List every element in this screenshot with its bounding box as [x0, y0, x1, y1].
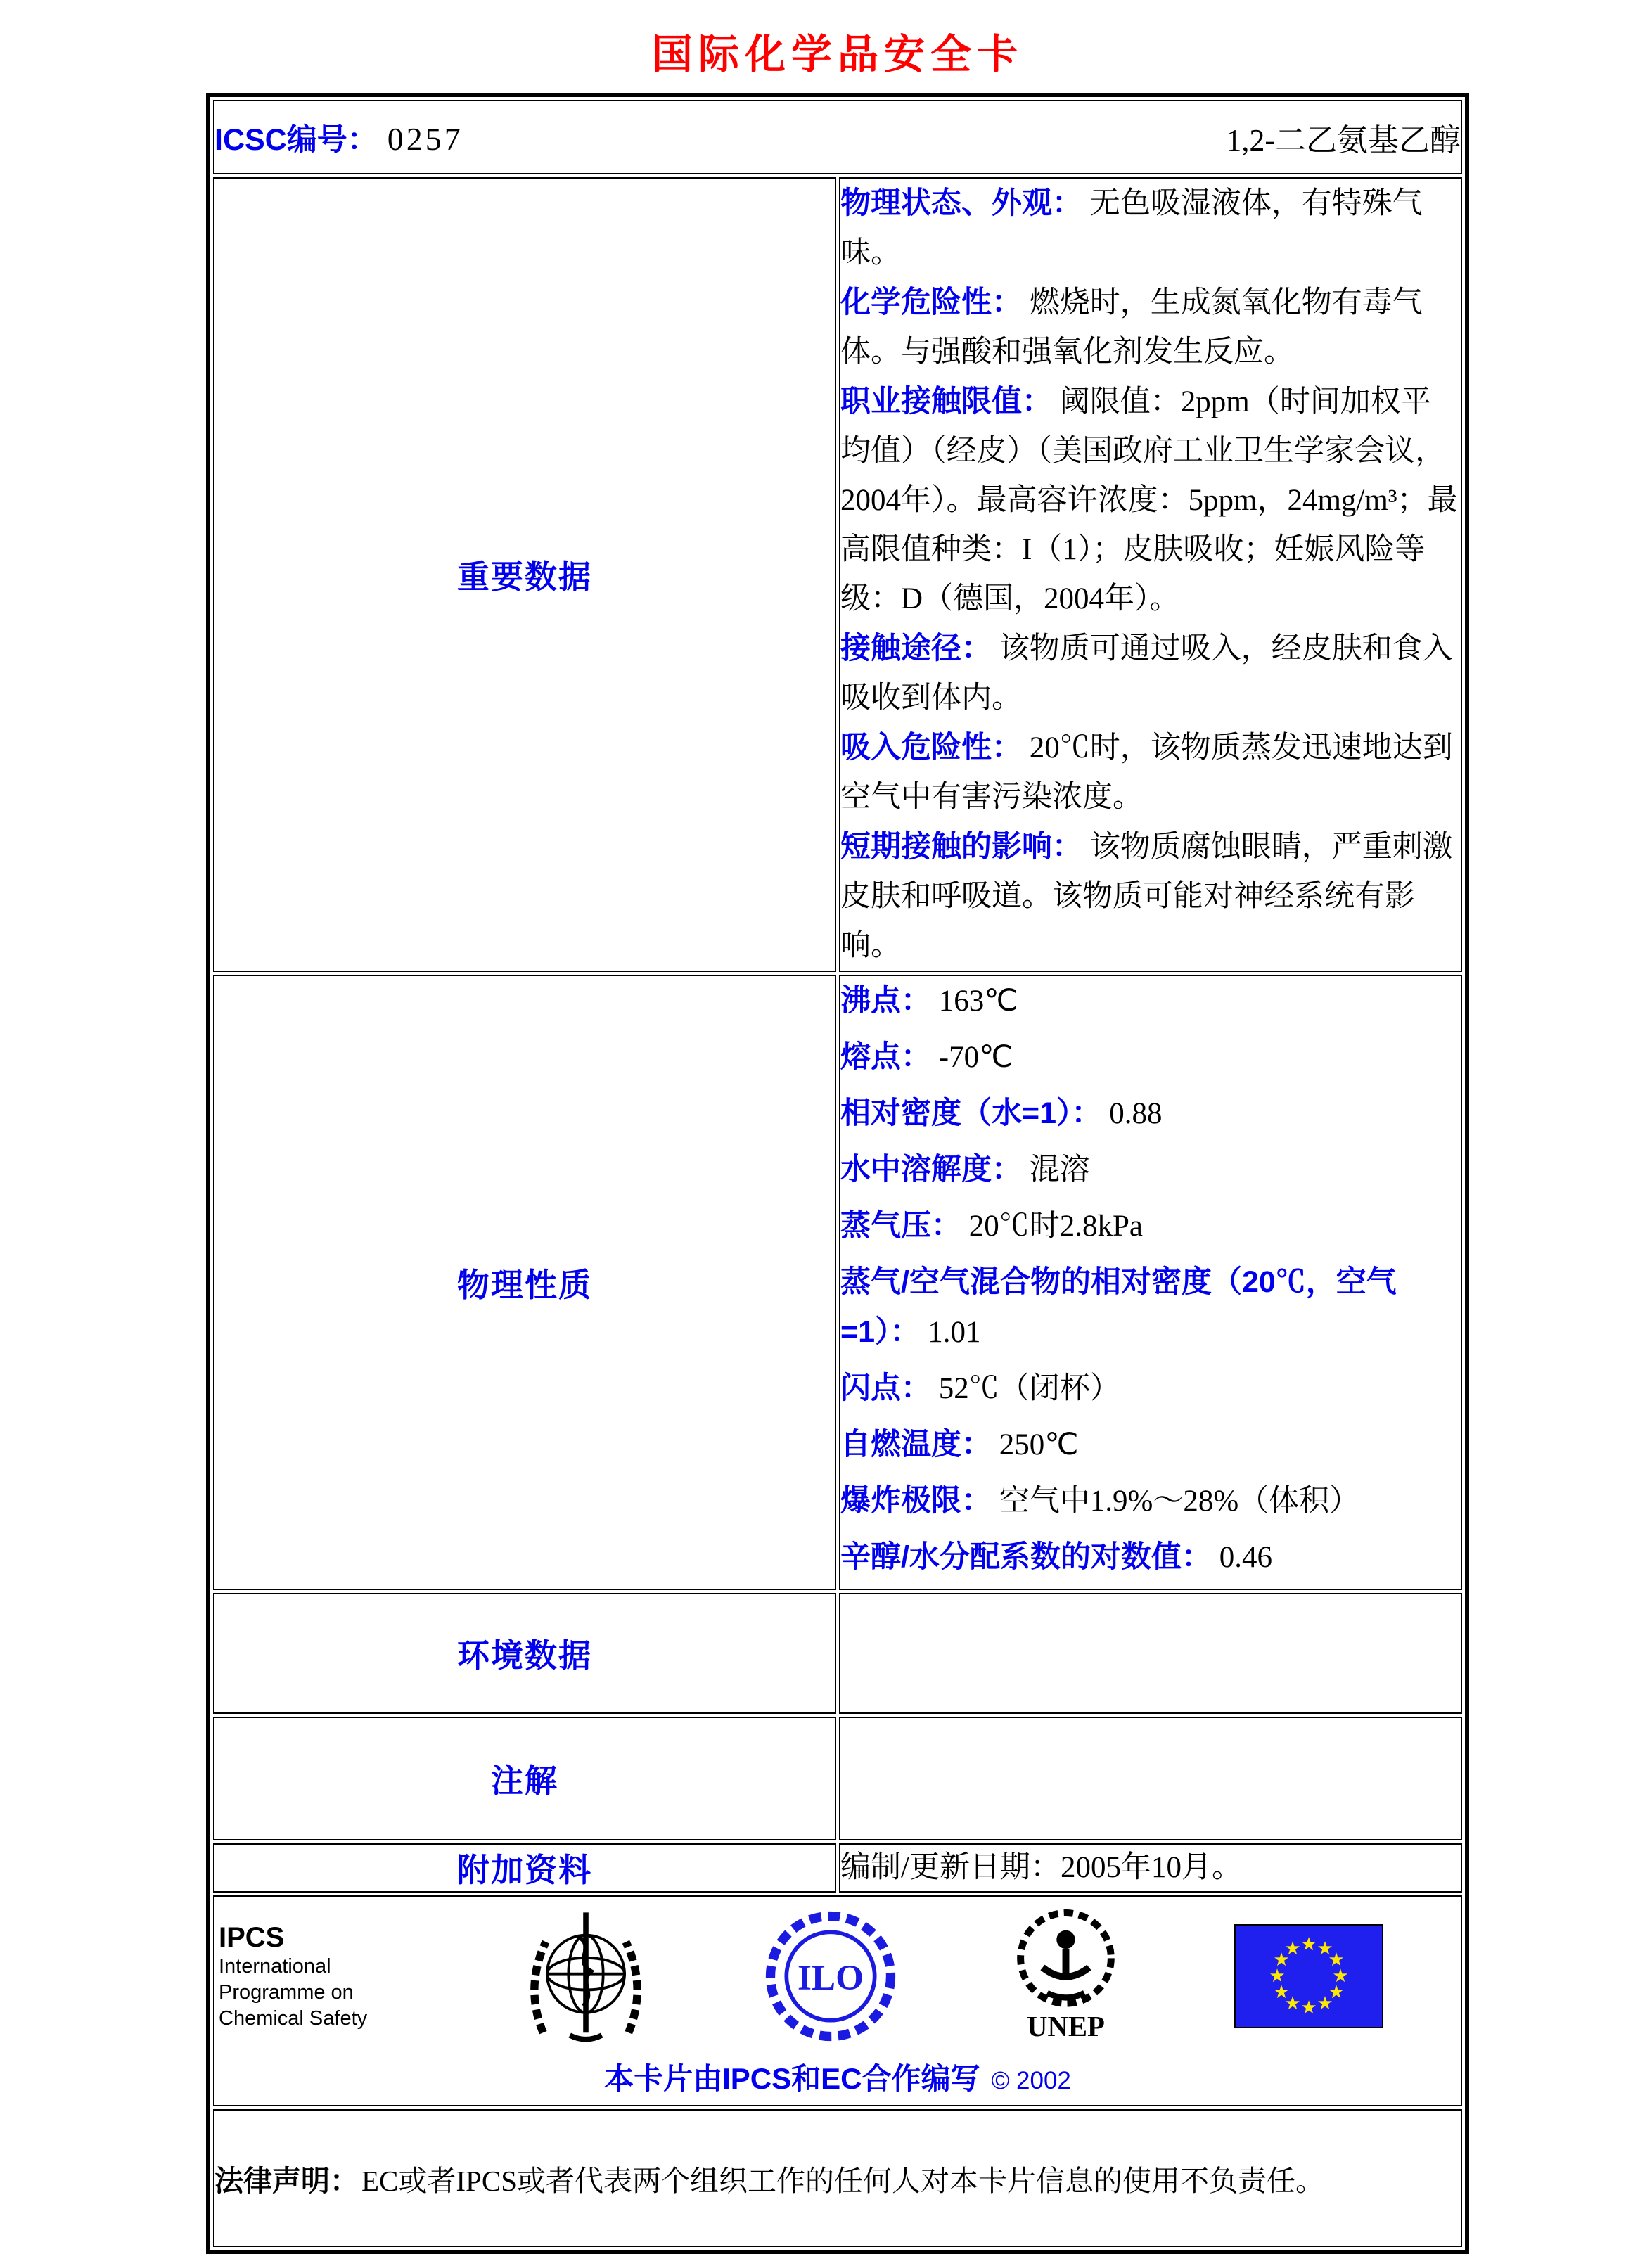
- section-content-important-data: [839, 177, 1462, 972]
- unep-block: [1008, 1907, 1124, 2047]
- item-label: 短期接触的影响：: [840, 830, 1082, 864]
- item-label: 自燃温度：: [840, 1428, 992, 1461]
- row-notes: [213, 1717, 1462, 1840]
- ipcs-line-1: International: [219, 1954, 331, 1978]
- svg-text:★: ★: [1332, 1966, 1349, 1987]
- credit-text: 本卡片由IPCS和EC合作编写: [604, 2061, 980, 2095]
- svg-text:★: ★: [1284, 1993, 1301, 2014]
- item-label: 熔点：: [840, 1040, 931, 1074]
- section-content-additional-info: [839, 1843, 1462, 1893]
- row-additional-info: [213, 1843, 1462, 1893]
- item-text: 该物质腐蚀眼睛，严重刺激皮肤和呼吸道。该物质可能对神经系统有影响。: [840, 831, 1453, 962]
- ipcs-line-3: Chemical Safety: [219, 2006, 368, 2030]
- item-label: 相对密度（水=1）：: [840, 1096, 1102, 1130]
- item-label: 沸点：: [840, 984, 931, 1018]
- icsc-number-value: 0257: [387, 120, 463, 157]
- svg-text:★: ★: [1300, 1934, 1317, 1955]
- row-physical-properties: [213, 975, 1462, 1590]
- svg-text:★: ★: [1328, 1949, 1345, 1971]
- ilo-icon: [764, 1909, 897, 2043]
- item-text: 0.46: [1219, 1541, 1272, 1574]
- row-legal: [213, 2109, 1462, 2247]
- svg-text:★: ★: [1317, 1993, 1333, 2014]
- section-content-notes: [839, 1717, 1462, 1840]
- data-item: [840, 1032, 1461, 1082]
- item-label: 物理状态、外观：: [840, 186, 1082, 220]
- item-label: 水中溶解度：: [840, 1153, 1022, 1186]
- row-environmental-data: [213, 1593, 1462, 1714]
- data-item: [840, 976, 1461, 1026]
- eu-flag-icon: [1234, 1924, 1383, 2028]
- unep-wordmark: [1008, 2012, 1124, 2043]
- data-item: [840, 1420, 1461, 1470]
- section-label-notes: 注解: [213, 1717, 836, 1840]
- data-item: [840, 377, 1461, 624]
- item-text: 0.88: [1109, 1097, 1163, 1130]
- item-text: 52℃（闭杯）: [938, 1372, 1120, 1405]
- legal-label: 法律声明：: [214, 2164, 359, 2197]
- svg-text:★: ★: [1273, 1982, 1290, 2003]
- item-label: 蒸气压：: [840, 1209, 961, 1243]
- data-item: [840, 1364, 1461, 1414]
- section-content-physical-properties: [839, 975, 1462, 1590]
- who-icon: [519, 1904, 653, 2049]
- row-important-data: [213, 177, 1462, 972]
- item-text: 1.01: [928, 1316, 981, 1349]
- data-item: [840, 1089, 1461, 1139]
- icsc-table: [206, 93, 1469, 2254]
- item-label: 爆炸极限：: [840, 1484, 992, 1518]
- svg-text:★: ★: [1284, 1938, 1301, 1959]
- item-text: 20℃时，该物质蒸发迅速地达到空气中有害污染浓度。: [840, 731, 1453, 814]
- icsc-number-group: [214, 116, 463, 159]
- data-item: [840, 179, 1461, 278]
- item-label: 闪点：: [840, 1371, 931, 1405]
- svg-text:★: ★: [1273, 1949, 1290, 1971]
- unep-label: UNEP: [1026, 2011, 1105, 2042]
- svg-text:★: ★: [1269, 1966, 1286, 1987]
- chemical-name: 1,2-二乙氨基乙醇: [1226, 123, 1461, 158]
- item-label: 职业接触限值：: [840, 385, 1052, 418]
- item-text: 20℃时2.8kPa: [968, 1210, 1143, 1243]
- svg-text:★: ★: [1317, 1938, 1333, 1959]
- ipcs-acronym: IPCS: [219, 1921, 285, 1953]
- ipcs-text-block: [219, 1921, 409, 2032]
- data-item: [840, 278, 1461, 377]
- data-item: [840, 822, 1461, 971]
- credit-copyright: © 2002: [991, 2066, 1071, 2094]
- row-logos: [213, 1895, 1462, 2106]
- ilo-label: ILO: [797, 1958, 864, 1998]
- section-label-important-data: 重要数据: [213, 177, 836, 972]
- data-item: [840, 1476, 1461, 1526]
- item-text: 混溶: [1029, 1153, 1090, 1186]
- data-item: [840, 1201, 1461, 1251]
- legal-cell: [213, 2109, 1462, 2247]
- item-label: 化学危险性：: [840, 286, 1022, 319]
- icsc-number-label: ICSC编号：: [214, 122, 378, 157]
- data-item: [840, 1851, 1461, 1885]
- item-label: 辛醇/水分配系数的对数值：: [840, 1540, 1212, 1574]
- header-row: [213, 100, 1462, 174]
- item-text: 163℃: [938, 985, 1018, 1018]
- data-item: [840, 1257, 1461, 1357]
- header-cell: [213, 100, 1462, 174]
- svg-text:★: ★: [1328, 1982, 1345, 2003]
- section-label-environmental-data: 环境数据: [213, 1593, 836, 1714]
- credit-line: [214, 2056, 1461, 2098]
- section-label-physical-properties: 物理性质: [213, 975, 836, 1590]
- logos-cell: [213, 1895, 1462, 2106]
- item-text: -70℃: [938, 1041, 1013, 1074]
- data-item: [840, 1532, 1461, 1582]
- item-text: 阈限值：2ppm（时间加权平均值）（经皮）（美国政府工业卫生学家会议，2004年）。最高容许浓度：5ppm，24mg/m³；最高限值种类：I（1）；皮肤吸收；妊娠风险等级：D（德国，2004年）。: [840, 385, 1458, 615]
- item-text: 空气中1.9%～28%（体积）: [999, 1485, 1360, 1518]
- data-item: [840, 624, 1461, 723]
- legal-text: EC或者IPCS或者代表两个组织工作的任何人对本卡片信息的使用不负责任。: [361, 2164, 1324, 2197]
- item-text: 该物质可通过吸入，经皮肤和食入吸收到体内。: [840, 632, 1453, 715]
- item-text: 编制/更新日期：2005年10月。: [840, 1851, 1242, 1884]
- item-text: 250℃: [999, 1428, 1079, 1461]
- unep-icon: [1008, 1907, 1124, 2012]
- item-label: 吸入危险性：: [840, 731, 1022, 764]
- data-item: [840, 723, 1461, 822]
- item-label: 接触途径：: [840, 632, 992, 665]
- ipcs-line-2: Programme on: [219, 1980, 354, 2004]
- section-label-additional-info: 附加资料: [213, 1843, 836, 1893]
- page-title: 国际化学品安全卡: [651, 32, 1023, 77]
- item-text: 燃烧时，生成氮氧化物有毒气体。与强酸和强氧化剂发生反应。: [840, 286, 1423, 369]
- item-text: 无色吸湿液体，有特殊气味。: [840, 187, 1423, 269]
- svg-text:★: ★: [1300, 1997, 1317, 2018]
- data-item: [840, 1145, 1461, 1195]
- item-label: 蒸气/空气混合物的相对密度（20℃，空气=1）：: [840, 1265, 1397, 1349]
- section-content-environmental-data: [839, 1593, 1462, 1714]
